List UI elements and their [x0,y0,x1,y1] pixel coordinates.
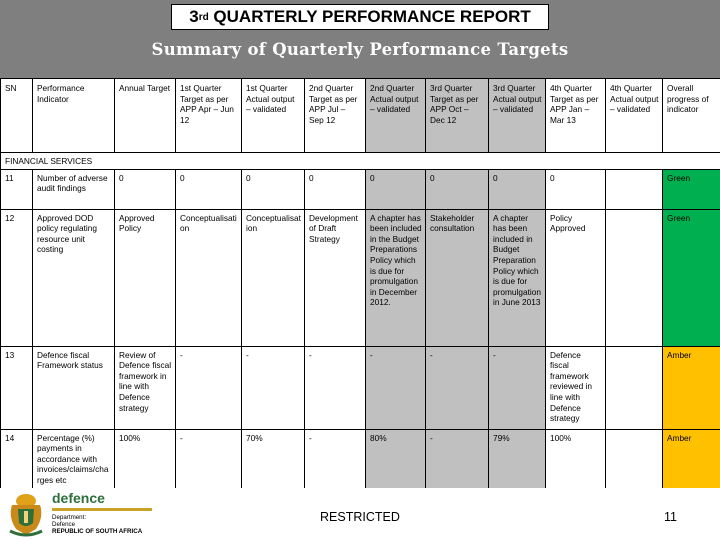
cell-q1-target: - [176,429,242,489]
cell-q3-actual: - [489,346,546,429]
title-rest: QUARTERLY PERFORMANCE REPORT [208,7,531,26]
cell-q3-actual: 79% [489,429,546,489]
col-header-overall-progress: Overall progress of indicator [663,79,720,153]
table-row [1,209,720,346]
cell-q3-target: - [426,429,489,489]
cell-q1-actual: 70% [242,429,305,489]
dept-country: REPUBLIC OF SOUTH AFRICA [52,528,143,536]
status-badge: Amber [663,346,720,429]
table-row [1,429,720,489]
col-header-q1-target: 1st Quarter Target as per APP Apr – Jun 12 [176,79,242,153]
cell-sn: 12 [1,209,33,346]
dept-name: Defence [52,521,76,529]
table-row [1,346,720,429]
cell-sn: 14 [1,429,33,489]
cell-q1-target: Conceptualisation [176,209,242,346]
cell-indicator: Defence fiscal Framework status [33,346,115,429]
performance-table [0,78,720,490]
cell-q2-actual: 80% [366,429,426,489]
status-badge: Amber [663,429,720,489]
cell-indicator: Percentage (%) payments in accordance with invoices/claims/charges etc [33,429,115,489]
cell-q4-actual [606,209,663,346]
cell-indicator: Approved DOD policy regulating resource unit costing [33,209,115,346]
cell-q2-target: - [305,346,366,429]
col-header-sn: SN [1,79,33,153]
cell-q1-target: 0 [176,169,242,209]
classification-label: RESTRICTED [320,510,400,524]
cell-sn: 11 [1,169,33,209]
cell-q2-target: 0 [305,169,366,209]
cell-q1-target: - [176,346,242,429]
cell-q4-target: 0 [546,169,606,209]
col-header-q3-actual: 3rd Quarter Actual output – validated [489,79,546,153]
dept-wordmark: defence [52,490,105,506]
cell-q3-actual: 0 [489,169,546,209]
table-header-row [1,79,720,153]
cell-q2-target: Development of Draft Strategy [305,209,366,346]
page-subtitle: Summary of Quarterly Performance Targets [151,40,569,59]
cell-q2-actual: - [366,346,426,429]
footer [0,488,720,540]
cell-sn: 13 [1,346,33,429]
section-label: FINANCIAL SERVICES [1,153,720,170]
department-logo [52,490,152,536]
cell-q3-target: - [426,346,489,429]
coat-of-arms-icon [4,491,48,537]
cell-q4-target: 100% [546,429,606,489]
cell-q3-target: Stakeholder consultation [426,209,489,346]
cell-q2-actual: A chapter has been included in the Budget Preparations Policy which is due for promulgation in December 2012. [366,209,426,346]
cell-q2-target: - [305,429,366,489]
cell-q4-actual [606,346,663,429]
title-superscript: rd [198,11,209,23]
status-badge: Green [663,209,720,346]
col-header-q1-actual: 1st Quarter Actual output – validated [242,79,305,153]
cell-q4-target: Policy Approved [546,209,606,346]
cell-q1-actual: 0 [242,169,305,209]
col-header-q4-actual: 4th Quarter Actual output – validated [606,79,663,153]
dept-label: Department: [52,514,87,521]
col-header-annual-target: Annual Target [115,79,176,153]
cell-q1-actual: Conceptualisation [242,209,305,346]
cell-annual-target: 100% [115,429,176,489]
cell-indicator: Number of adverse audit findings [33,169,115,209]
cell-q1-actual: - [242,346,305,429]
report-title [171,4,549,30]
cell-q4-target: Defence fiscal framework reviewed in line with Defence strategy [546,346,606,429]
cell-q3-target: 0 [426,169,489,209]
cell-q3-actual: A chapter has been included in Budget Preparation Policy which is due for promulgation in June 2013 [489,209,546,346]
dept-divider [52,508,152,511]
title-prefix: 3 [189,7,199,26]
table-row [1,169,720,209]
page-number: 11 [664,510,677,524]
cell-q4-actual [606,429,663,489]
col-header-q4-target: 4th Quarter Target as per APP Jan – Mar 13 [546,79,606,153]
cell-q4-actual [606,169,663,209]
col-header-indicator: Performance Indicator [33,79,115,153]
cell-q2-actual: 0 [366,169,426,209]
status-badge: Green [663,169,720,209]
cell-annual-target: 0 [115,169,176,209]
section-row [1,153,720,170]
col-header-q2-target: 2nd Quarter Target as per APP Jul – Sep 12 [305,79,366,153]
col-header-q3-target: 3rd Quarter Target as per APP Oct – Dec 12 [426,79,489,153]
cell-annual-target: Review of Defence fiscal framework in line with Defence strategy [115,346,176,429]
cell-annual-target: Approved Policy [115,209,176,346]
header-band [0,0,720,78]
col-header-q2-actual: 2nd Quarter Actual output – validated [366,79,426,153]
